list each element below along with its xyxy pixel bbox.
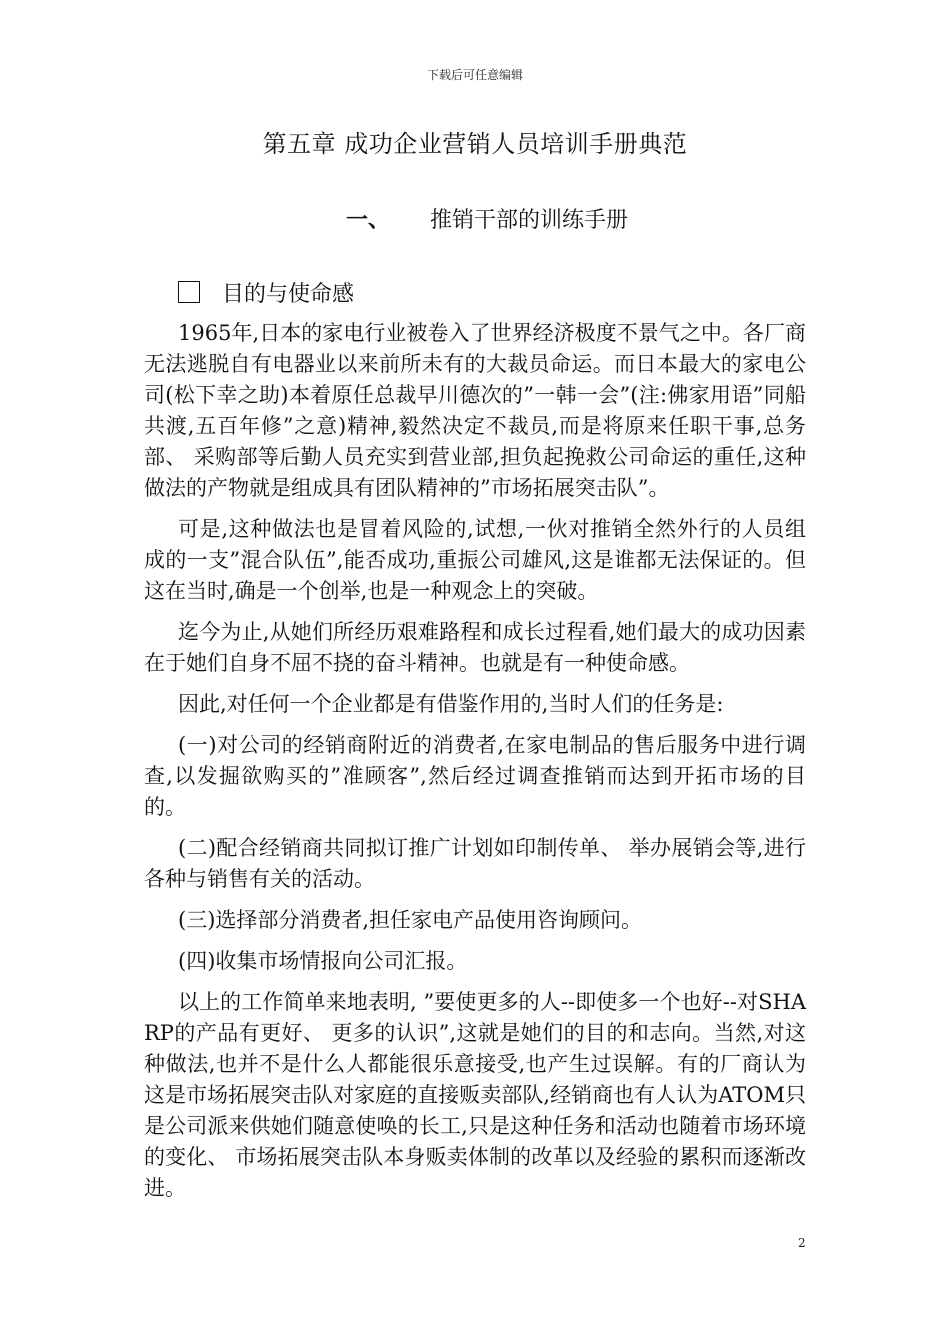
header-note: 下载后可任意编辑 [426, 68, 523, 82]
section-title-text: 推销干部的训练手册 [430, 208, 629, 233]
subheading-text: 目的与使命感 [222, 282, 355, 307]
section-title [346, 203, 628, 234]
paragraph: (二)配合经销商共同拟订推广计划如印制传单、 举办展销会等,进行各种与销售有关的活动。 [144, 836, 806, 891]
paragraph: 以上的工作简单来地表明, ”要使更多的人--即使多一个也好--对SHARP的产品有更好、 更多的认识”,这就是她们的目的和志向。当然,对这种做法,也并不是什么人都能很乐意接受,也产生过误解。有的厂商认为这是市场拓展突击队对家庭的直接贩卖部队,经销商也有人认为ATOM只是公司派来供她们随意使唤的长工,只是这种任务和活动也随着市场环境的变化、 市场拓展突击队本身贩卖体制的改革以及经验的累积而逐渐改进。 [144, 990, 806, 1200]
checkbox-square-icon [178, 281, 200, 303]
paragraph: 可是,这种做法也是冒着风险的,试想,一伙对推销全然外行的人员组成的一支”混合队伍”,能否成功,重振公司雄风,这是谁都无法保证的。但这在当时,确是一个创举,也是一种观念上的突破。 [144, 517, 806, 603]
subheading [178, 277, 354, 308]
paragraph: (四)收集市场情报向公司汇报。 [178, 949, 468, 973]
section-number: 一、 [346, 208, 391, 233]
paragraph: 1965年,日本的家电行业被卷入了世界经济极度不景气之中。各厂商无法逃脱自有电器业以来前所未有的大裁员命运。而日本最大的家电公司(松下幸之助)本着原任总裁早川德次的”一韩一会”(注:佛家用语”同船共渡,五百年修”之意)精神,毅然决定不裁员,而是将原来任职干事,总务部、 采购部等后勤人员充实到营业部,担负起挽救公司命运的重任,这种做法的产物就是组成具有团队精神的”市场拓展突击队”。 [144, 321, 806, 500]
paragraph: (三)选择部分消费者,担任家电产品使用咨询顾问。 [178, 908, 643, 932]
body-text [144, 318, 806, 1214]
paragraph: 迄今为止,从她们所经历艰难路程和成长过程看,她们最大的成功因素在于她们自身不屈不挠的奋斗精神。也就是有一种使命感。 [144, 620, 806, 675]
paragraph: (一)对公司的经销商附近的消费者,在家电制品的售后服务中进行调查,以发掘欲购买的”准顾客”,然后经过调查推销而达到开拓市场的目的。 [144, 733, 806, 819]
paragraph: 因此,对任何一个企业都是有借鉴作用的,当时人们的任务是: [178, 692, 724, 716]
chapter-title: 第五章 成功企业营销人员培训手册典范 [262, 130, 688, 158]
page-number: 2 [798, 1236, 806, 1250]
